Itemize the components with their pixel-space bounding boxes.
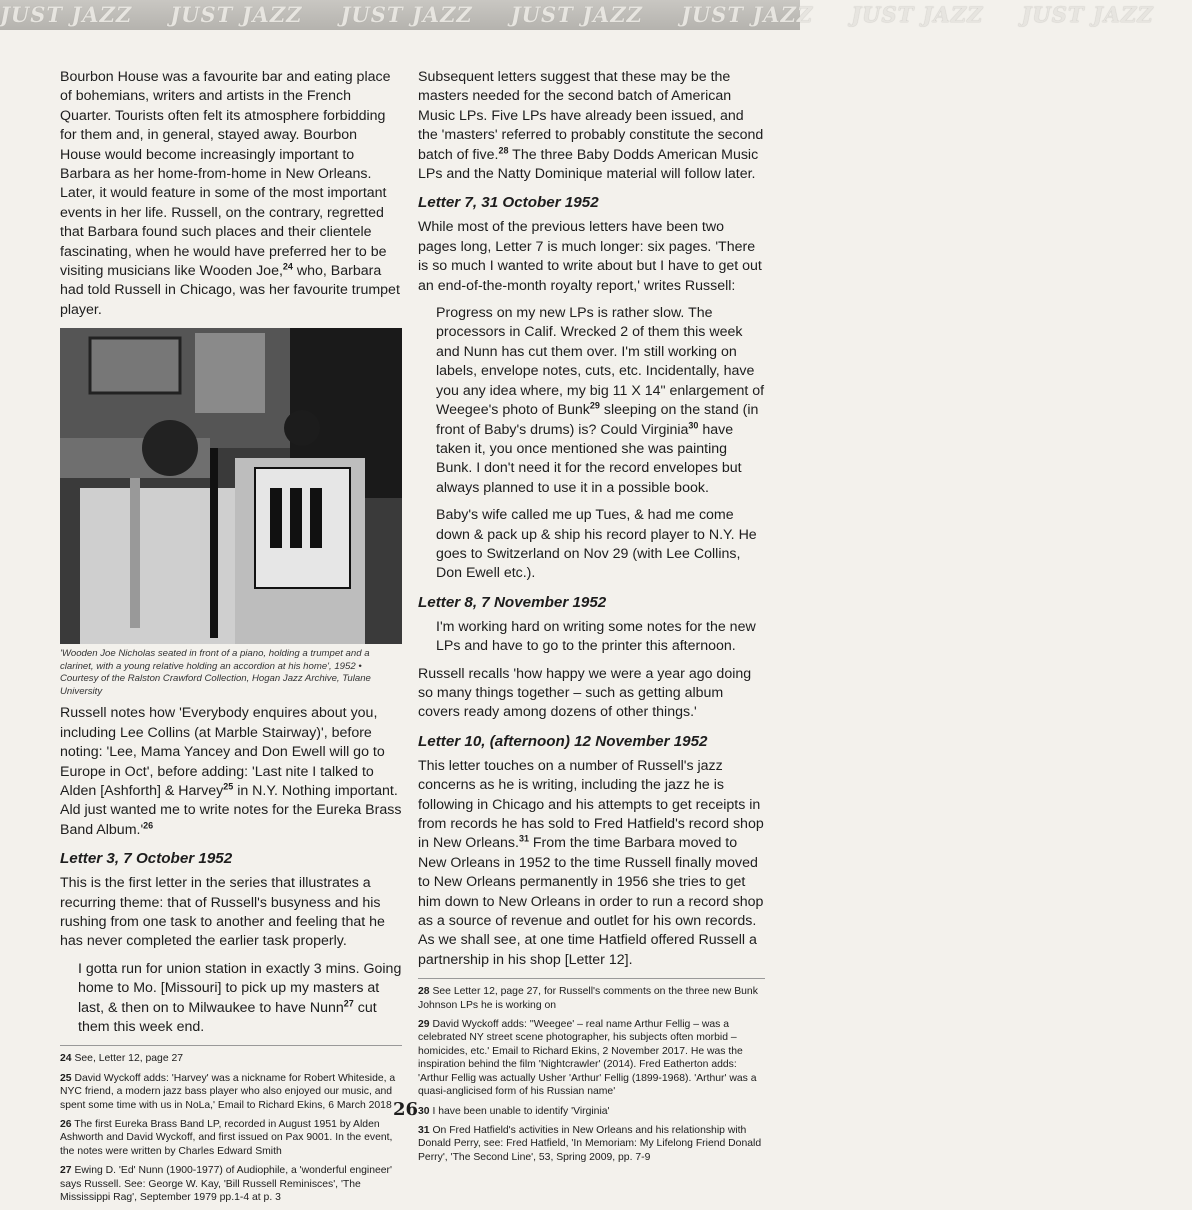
banner-text: JUST JAZZ: [1021, 2, 1154, 27]
paragraph: Russell notes how 'Everybody enquires about you, including Lee Collins (at Marble Stairway)', before noting: 'Lee, Mama Yancey and Don Ewell will go to Europe in Oct', before adding: 'Last nite I talked to Alden [Ashforth] & Harvey$^{25}$ in N.Y. Nothing important. Ald just wanted me to write notes for the Eureka Brass Band $Album.'^{26}$: [60, 705, 402, 838]
block-quote: Baby's wife called me up Tues, & had me come down & pack up & ship his record player to N.Y. He goes to Switzerland on Nov 29 (with Lee Collins, Don Ewell etc.).: [436, 507, 757, 582]
section-heading: Letter 10, (afternoon) 12 November 1952: [418, 732, 708, 750]
footnote: 29 David Wyckoff adds: ''Weegee' – real name Arthur Fellig – was a celebrated NY street scene photographer, his subjects often morbid – homicides, etc.' Email to Richard Ekins, 2 November 2017. He was the inspiration behind the film 'Nightcrawler' (2014). Fred Eatherton adds: 'Arthur Fellig was actually Usher 'Arthur' Fellig (1899-1968). 'Arthur' was a quasi-anglicised form of his Russian name': [418, 1019, 757, 1098]
footnote: 25 David Wyckoff adds: 'Harvey' was a nickname for Robert Whiteside, a NYC friend, a modern jazz bass player who also enjoyed our music, and spent some time with us in NoLa,' Email to Richard Ekins, 6 March 2018: [60, 1072, 396, 1111]
paragraph: Subsequent letters suggest that these may be the masters needed for the second batch of American Music LPs. Five LPs have already been issued, and the 'masters' referred to probably constitute the second batch of five.$^{28}$ The three Baby Dodds American Music LPs and the Natty Dominique material will follow later.: [418, 69, 764, 183]
section-heading: Letter 8, 7 November 1952: [418, 593, 607, 611]
section-heading: Letter 3, 7 October 1952: [60, 850, 233, 868]
footnote-divider: [60, 1045, 402, 1046]
banner-text: JUST JAZZ: [851, 2, 984, 27]
paragraph: Bourbon House was a favourite bar and eating place of bohemians, writers and artists in the French Quarter. Tourists often felt its atmosphere forbidding for them and, in general, stayed away. Bourbon House would become increasingly important to Barbara as her home-from-home in New Orleans. Later, it would feature in some of the most important events in her life. Russell, on the contrary, regretted that Barbara found such places and their clientele fascinating, when he would have preferred her to be visiting musicians like Wooden Joe,$^{24}$ who, Barbara had told Russell in Chicago, was her favourite trumpet player.: [60, 69, 400, 318]
block-quote: I gotta run for union station in exactly 3 mins. Going home to Mo. [Missouri] to pick up my masters at last, & then on to Milwaukee to have Nunn$^{27}$ cut them this week end.: [78, 960, 402, 1035]
footnote: 31 On Fred Hatfield's activities in New Orleans and his relationship with Donald Perry, see: Fred Hatfield, 'In Memoriam: My Lifelong Friend Donald Perry', 'The Second Line', 53, Spring 2009, pp. 7-9: [418, 1124, 762, 1163]
banner-text: JUST JAZZ: [170, 2, 303, 27]
block-quote: I'm working hard on writing some notes for the new LPs and have to go to the printer this afternoon.: [436, 618, 756, 655]
photo-caption: 'Wooden Joe Nicholas seated in front of a piano, holding a trumpet and a clarinet, with a young relative holding an accordion at his home', 1952 • Courtesy of the Ralston Crawford Collection, Hogan Jazz Archive, Tulane University: [60, 648, 371, 697]
block-quote: Progress on my new LPs is rather slow. The processors in Calif. Wrecked 2 of them this week and Nunn has cut them over. I'm still working on labels, envelope notes, cuts, etc. Incidentally, have you any idea where, my big 11 X 14" enlargement of Weegee's photo of Bunk$^{29}$ sleeping on the stand (in front of Baby's drums) is? Could Virginia$^{30}$ have taken it, you once mentioned she was painting Bunk. I don't need it for the record envelopes but always planned to use it in a possible book.: [436, 305, 765, 496]
banner-text: JUST JAZZ: [681, 2, 814, 27]
banner-text: JUST JAZZ: [0, 2, 133, 27]
footnote: 24 See, Letter 12, page 27: [60, 1053, 184, 1065]
footnote-divider: [418, 978, 765, 979]
page-number: 26: [393, 1099, 419, 1120]
banner-text: JUST JAZZ: [340, 2, 473, 27]
footnote: 28 See Letter 12, page 27, for Russell's comments on the three new Bunk Johnson LPs he is working on: [418, 986, 758, 1011]
footnotes-left: [60, 1052, 402, 1204]
paragraph: While most of the previous letters have been two pages long, Letter 7 is much longer: six pages. 'There is so much I wanted to write about but I have to get out an end-of-the-month royalty report,' writes Russell:: [418, 219, 762, 294]
footnote: 30 I have been unable to identify 'Virginia': [418, 1105, 610, 1117]
paragraph: This is the first letter in the series that illustrates a recurring theme: that of Russell's busyness and his rushing from one task to another and feeling that he has never completed the earlier task properly.: [60, 875, 385, 950]
archival-photo: [60, 328, 402, 644]
right-column: [418, 68, 765, 1170]
section-heading: Letter 7, 31 October 1952: [418, 194, 599, 212]
running-header-banner: [0, 0, 1154, 30]
paragraph: Russell recalls 'how happy we were a year ago doing so many things together – such as getting album covers ready among dozens of other things.': [418, 665, 752, 721]
footnotes-right: [418, 985, 765, 1164]
left-column: [60, 68, 402, 1210]
banner-text: JUST JAZZ: [510, 2, 643, 27]
paragraph: This letter touches on a number of Russell's jazz concerns as he is writing, including the jazz he is following in Chicago and his attempts to get receipts in from records he has sold to Fred Hatfield's record shop in New Orleans.$^{31}$ From the time Barbara moved to New Orleans in 1952 to the time Russell finally moved to New Orleans permanently in 1956 she tries to get him down to New Orleans in order to run a record shop as a source of revenue and outlet for his own records. As we shall see, at one time Hatfield offered Russell a partnership in his shop [Letter 12].: [418, 757, 764, 968]
footnote: 27 Ewing D. 'Ed' Nunn (1900-1977) of Audiophile, a 'wonderful engineer' says Russell. See: George W. Kay, 'Bill Russell Reminisces', 'The Mississippi Rag', September 1979 pp.1-4 at p. 3: [60, 1165, 393, 1204]
footnote: 26 The first Eureka Brass Band LP, recorded in August 1951 by Alden Ashworth and David Wyckoff, and first issued on Pax 9001. In the event, the notes were written by Charles Edward Smith: [60, 1119, 393, 1157]
